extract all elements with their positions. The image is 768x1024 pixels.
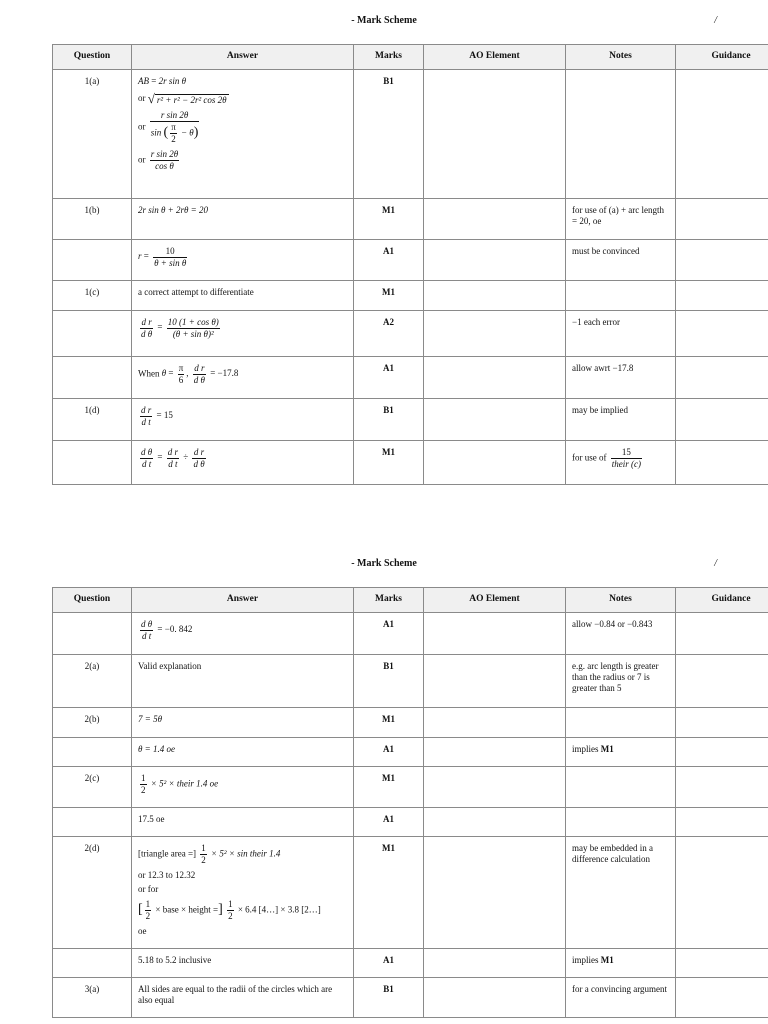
table-row xyxy=(53,281,768,311)
table-row xyxy=(53,837,768,949)
ao-element-cell xyxy=(424,240,566,281)
marks-cell: A1 xyxy=(354,240,424,281)
ao-element-cell xyxy=(424,655,566,708)
ao-element-cell xyxy=(424,978,566,1018)
table-row xyxy=(53,399,768,441)
answer-formula: or √ r² + r² − 2r² cos 2θ xyxy=(138,90,227,106)
notes-cell: allow awrt −17.8 xyxy=(566,357,676,399)
notes-cell: may be embedded in a difference calculation xyxy=(566,837,676,949)
column-header: Notes xyxy=(566,45,676,70)
or-label: or xyxy=(138,92,146,103)
question-cell xyxy=(53,738,132,767)
guidance-cell xyxy=(676,199,768,240)
question-cell xyxy=(53,613,132,655)
answer-formula: $\frac{\text{d r}}{\text{d t}}$ = 15 xyxy=(141,405,173,427)
answer-value: −17.8 xyxy=(217,368,239,379)
table-row xyxy=(53,808,768,837)
notes-mark: M1 xyxy=(600,955,614,965)
table-row xyxy=(53,199,768,240)
marks-cell: M1 xyxy=(354,441,424,485)
column-header: Marks xyxy=(354,45,424,70)
notes-text: implies xyxy=(572,744,599,754)
answer-formula: × 5² × sin their 1.4 xyxy=(211,848,281,859)
notes-cell xyxy=(566,738,676,767)
answer-line: [triangle area =] $\frac{1}{2}$ × 5² × sin their 1.4 xyxy=(138,843,281,865)
page-mark: / xyxy=(714,558,717,569)
marks-cell: M1 xyxy=(354,708,424,738)
mark-scheme-table xyxy=(52,44,768,485)
ao-element-cell xyxy=(424,281,566,311)
marks-cell: B1 xyxy=(354,70,424,199)
table-row xyxy=(53,70,768,199)
guidance-cell xyxy=(676,357,768,399)
answer-cell xyxy=(132,240,354,281)
notes-denominator: their (c) xyxy=(611,458,641,469)
question-cell: 2(a) xyxy=(53,655,132,708)
header-title: - Mark Scheme xyxy=(351,558,417,569)
answer-formula: or r sin 2θ sin ( $\frac{\pi}{2}$ − θ) xyxy=(138,110,199,144)
question-cell xyxy=(53,311,132,357)
marks-cell: A1 xyxy=(354,738,424,767)
answer-formula: θ = $\frac{\pi}{6}$ , $\frac{\text{d r}}{\text{d θ}}$ = −17.8 xyxy=(161,363,239,385)
notes-cell xyxy=(566,767,676,808)
guidance-cell xyxy=(676,837,768,949)
notes-cell xyxy=(566,281,676,311)
notes-cell: allow −0.84 or −0.843 xyxy=(566,613,676,655)
marks-cell: A1 xyxy=(354,949,424,978)
table-row xyxy=(53,738,768,767)
answer-formula: or $\frac{\text{r sin 2θ}}{\text{cos θ}}$ xyxy=(138,148,179,171)
guidance-cell xyxy=(676,70,768,199)
answer-formula: $\frac{\text{d r}}{\text{d θ}}$ = $\frac{\text{10 (1 + cos θ)}}{\text{(θ + sin θ)²}}$ xyxy=(141,317,219,339)
question-cell xyxy=(53,808,132,837)
answer-cell xyxy=(132,441,354,485)
table-header-row xyxy=(53,588,768,613)
column-header: Marks xyxy=(354,588,424,613)
ao-element-cell xyxy=(424,70,566,199)
ao-element-cell xyxy=(424,837,566,949)
answer-cell: $\frac{1}{2}$ × 5² × their 1.4 oe xyxy=(132,767,354,808)
question-cell: 1(a) xyxy=(53,70,132,199)
notes-text: for use of xyxy=(572,452,607,463)
notes-cell xyxy=(566,949,676,978)
ao-element-cell xyxy=(424,767,566,808)
ao-element-cell xyxy=(424,399,566,441)
answer-cell: 2r sin θ + 2rθ = 20 xyxy=(132,199,354,240)
column-header: Notes xyxy=(566,588,676,613)
notes-text: implies xyxy=(572,955,599,965)
question-cell: 2(b) xyxy=(53,708,132,738)
question-cell xyxy=(53,240,132,281)
notes-cell: for a convincing argument xyxy=(566,978,676,1018)
notes-cell xyxy=(566,708,676,738)
notes-cell: may be implied xyxy=(566,399,676,441)
marks-cell: A1 xyxy=(354,808,424,837)
ao-element-cell xyxy=(424,199,566,240)
notes-cell: e.g. arc length is greater than the radius or 7 is greater than 5 xyxy=(566,655,676,708)
marks-cell: B1 xyxy=(354,399,424,441)
page-header xyxy=(0,558,768,572)
column-header: Question xyxy=(53,45,132,70)
answer-formula: $\frac{\text{d θ}}{\text{d t}}$ = −0. 842 xyxy=(141,619,193,641)
marks-cell: M1 xyxy=(354,199,424,240)
answer-cell xyxy=(132,399,354,441)
table-row xyxy=(53,708,768,738)
or-label: or xyxy=(138,154,146,165)
answer-cell: θ = 1.4 oe xyxy=(132,738,354,767)
mark-scheme-table xyxy=(52,587,768,1018)
guidance-cell xyxy=(676,311,768,357)
answer-text: oe xyxy=(138,925,147,936)
notes-mark: M1 xyxy=(600,744,614,754)
answer-formula: × 6.4 [4…] × 3.8 [2…] xyxy=(237,904,321,915)
when-label: When xyxy=(138,368,160,379)
question-cell: 2(d) xyxy=(53,837,132,949)
question-cell: 1(d) xyxy=(53,399,132,441)
or-label: or xyxy=(138,121,146,132)
ao-element-cell xyxy=(424,613,566,655)
marks-cell: A1 xyxy=(354,613,424,655)
ao-element-cell xyxy=(424,708,566,738)
table-row xyxy=(53,311,768,357)
answer-value: −0. 842 xyxy=(164,624,193,635)
answer-cell xyxy=(132,357,354,399)
answer-cell: 5.18 to 5.2 inclusive xyxy=(132,949,354,978)
answer-text: or 12.3 to 12.32 xyxy=(138,869,196,880)
table-row xyxy=(53,655,768,708)
answer-line: [ $\frac{1}{2}$ × base × height =] $\frac{1}{2}$ × 6.4 [4…] × 3.8 [2…] xyxy=(138,899,321,921)
column-header: AO Element xyxy=(424,588,566,613)
marks-cell: A2 xyxy=(354,311,424,357)
guidance-cell xyxy=(676,949,768,978)
answer-cell: 17.5 oe xyxy=(132,808,354,837)
notes-cell xyxy=(566,70,676,199)
ao-element-cell xyxy=(424,441,566,485)
ao-element-cell xyxy=(424,808,566,837)
table-row xyxy=(53,978,768,1018)
question-cell xyxy=(53,357,132,399)
column-header: Answer xyxy=(132,588,354,613)
ao-element-cell xyxy=(424,949,566,978)
notes-cell xyxy=(566,808,676,837)
guidance-cell xyxy=(676,281,768,311)
answer-cell xyxy=(132,837,354,949)
answer-formula: AB = 2r sin θ xyxy=(138,76,187,86)
ao-element-cell xyxy=(424,311,566,357)
answer-cell xyxy=(132,613,354,655)
answer-formula: r = $\frac{10}{\text{θ + sin θ}}$ xyxy=(138,246,187,268)
marks-cell: M1 xyxy=(354,767,424,808)
question-cell xyxy=(53,441,132,485)
header-title: - Mark Scheme xyxy=(351,15,417,26)
answer-cell xyxy=(132,70,354,199)
table-row xyxy=(53,357,768,399)
guidance-cell xyxy=(676,441,768,485)
ao-element-cell xyxy=(424,738,566,767)
guidance-cell xyxy=(676,978,768,1018)
ao-element-cell xyxy=(424,357,566,399)
marks-cell: M1 xyxy=(354,837,424,949)
answer-cell: All sides are equal to the radii of the circles which are also equal xyxy=(132,978,354,1018)
marks-cell: A1 xyxy=(354,357,424,399)
notes-cell: for use of (a) + arc length = 20, oe xyxy=(566,199,676,240)
notes-numerator: 15 xyxy=(611,447,642,459)
notes-cell: must be convinced xyxy=(566,240,676,281)
guidance-cell xyxy=(676,613,768,655)
column-header: Guidance xyxy=(676,45,768,70)
question-cell: 3(a) xyxy=(53,978,132,1018)
answer-text: or for xyxy=(138,884,159,895)
column-header: AO Element xyxy=(424,45,566,70)
question-cell: 2(c) xyxy=(53,767,132,808)
answer-value: 15 xyxy=(163,410,173,421)
page-header xyxy=(0,15,768,29)
question-cell xyxy=(53,949,132,978)
column-header: Question xyxy=(53,588,132,613)
table-row xyxy=(53,949,768,978)
table-row xyxy=(53,441,768,485)
question-cell: 1(b) xyxy=(53,199,132,240)
table-header-row xyxy=(53,45,768,70)
guidance-cell xyxy=(676,767,768,808)
answer-formula: × 5² × their 1.4 oe xyxy=(150,778,219,789)
question-cell: 1(c) xyxy=(53,281,132,311)
guidance-cell xyxy=(676,708,768,738)
table-row xyxy=(53,240,768,281)
answer-cell xyxy=(132,311,354,357)
table-row xyxy=(53,767,768,808)
guidance-cell xyxy=(676,399,768,441)
answer-formula: $\frac{\text{d θ}}{\text{d t}}$ = $\frac{\text{d r}}{\text{d t}}$ ÷ $\frac{\text{d r}}{\text{d θ}}$ xyxy=(141,447,205,469)
guidance-cell xyxy=(676,738,768,767)
notes-cell xyxy=(566,441,676,485)
answer-text: × base × height = xyxy=(155,904,219,915)
table-row xyxy=(53,613,768,655)
answer-cell: a correct attempt to differentiate xyxy=(132,281,354,311)
page-mark: / xyxy=(714,15,717,26)
notes-cell: −1 each error xyxy=(566,311,676,357)
column-header: Answer xyxy=(132,45,354,70)
marks-cell: B1 xyxy=(354,655,424,708)
guidance-cell xyxy=(676,655,768,708)
column-header: Guidance xyxy=(676,588,768,613)
marks-cell: M1 xyxy=(354,281,424,311)
guidance-cell xyxy=(676,240,768,281)
guidance-cell xyxy=(676,808,768,837)
answer-text: [triangle area =] xyxy=(138,848,197,859)
answer-cell: Valid explanation xyxy=(132,655,354,708)
marks-cell: B1 xyxy=(354,978,424,1018)
answer-cell: 7 = 5θ xyxy=(132,708,354,738)
